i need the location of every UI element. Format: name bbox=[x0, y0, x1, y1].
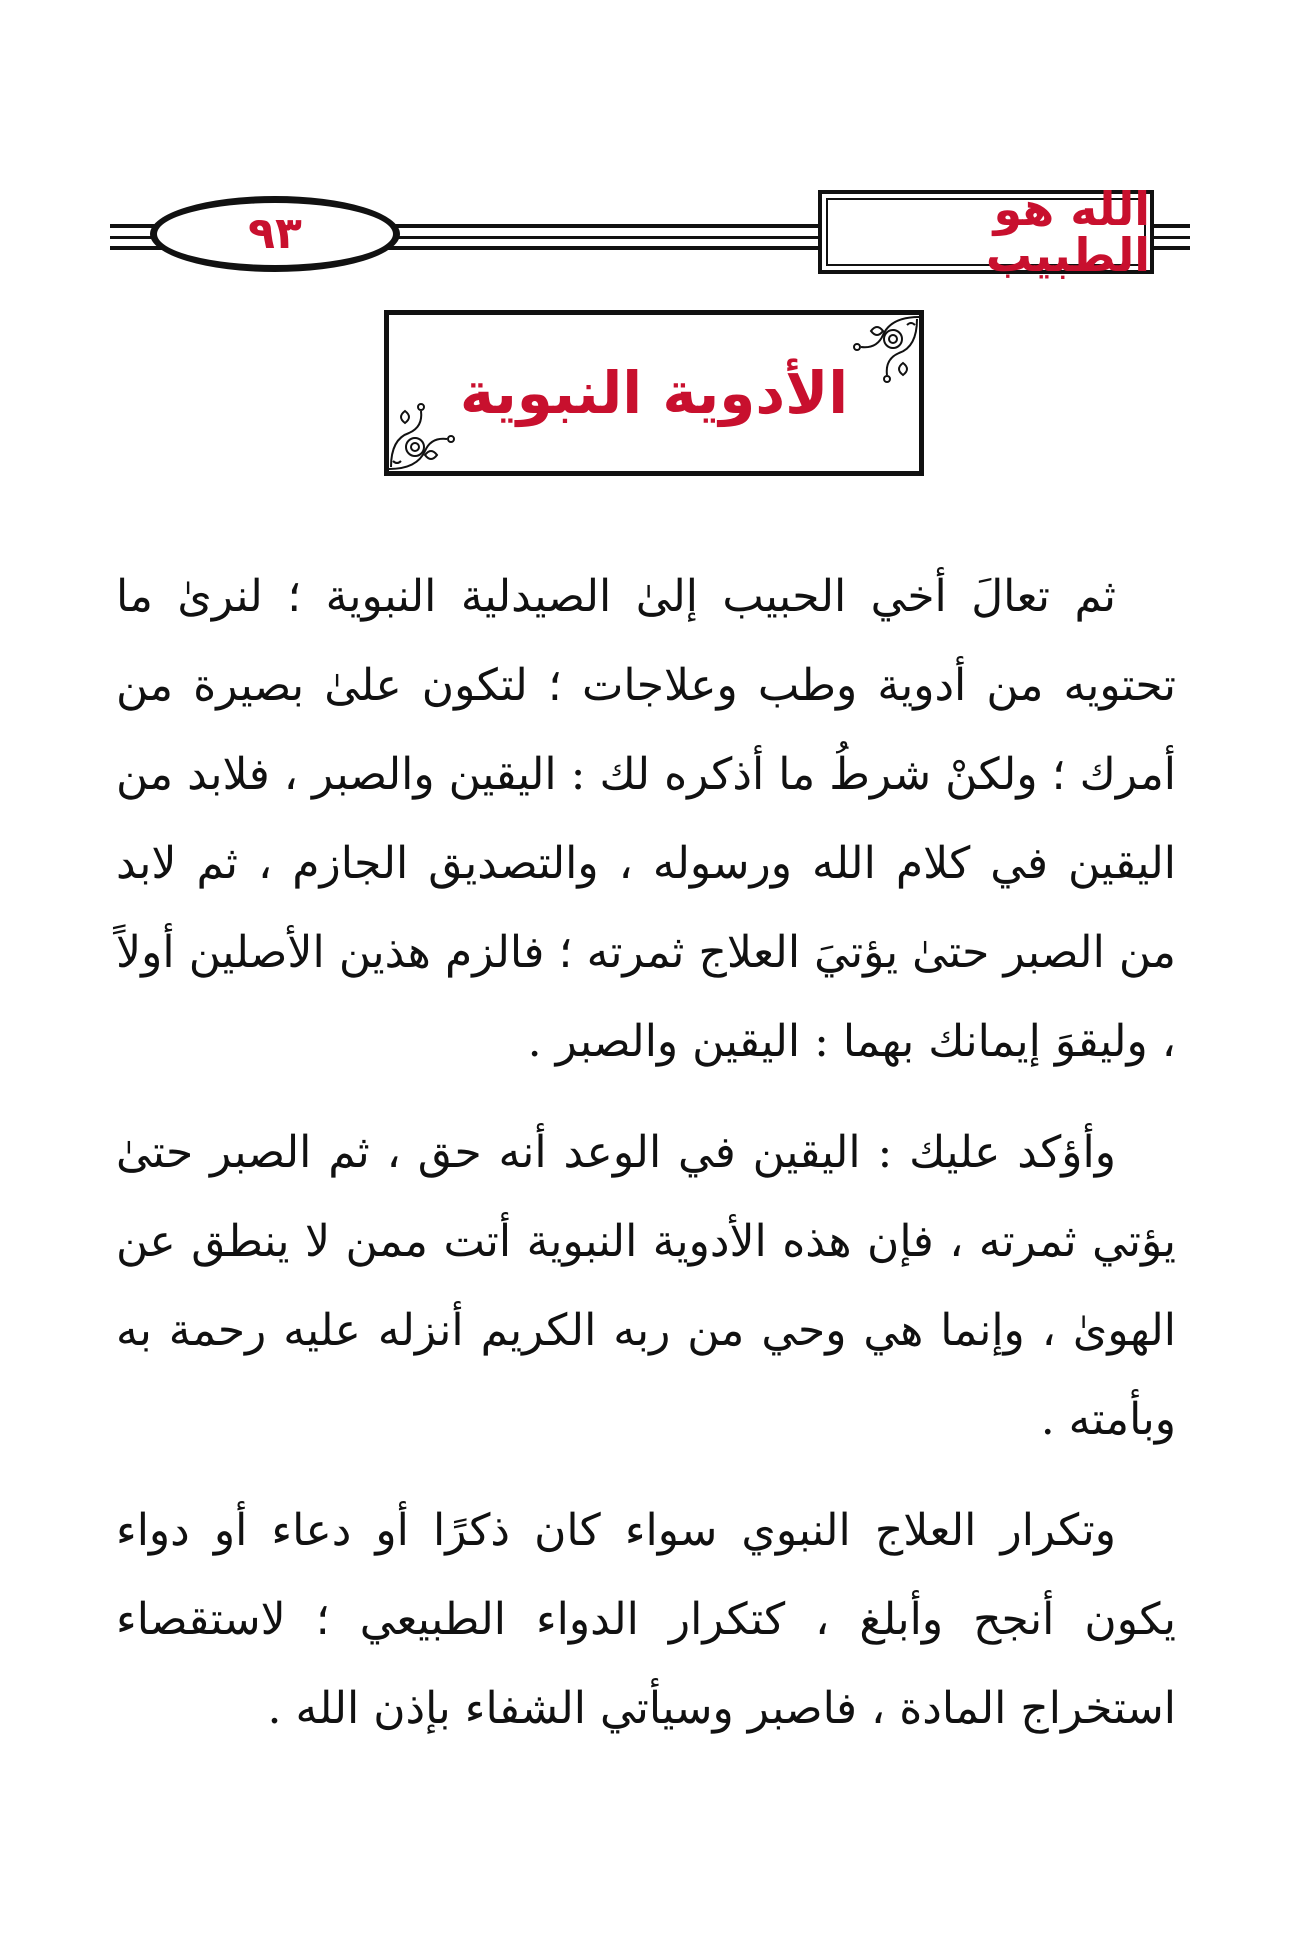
page-number-oval bbox=[150, 196, 400, 272]
floral-ornament-icon bbox=[831, 313, 921, 403]
page-number: ٩٣ bbox=[248, 208, 302, 259]
page-header bbox=[110, 182, 1190, 282]
section-title: الأدوية النبوية bbox=[459, 359, 849, 427]
paragraph: وتكرار العلاج النبوي سواء كان ذكرًا أو دعاء أو دواء يكون أنجح وأبلغ ، كتكرار الدواء الطبيعي ؛ لاستقصاء استخراج المادة ، فاصبر وسيأتي الشفاء بإذن الله . bbox=[116, 1505, 1176, 1734]
floral-ornament-icon bbox=[387, 383, 477, 473]
paragraph: وأؤكد عليك : اليقين في الوعد أنه حق ، ثم الصبر حتىٰ يؤتي ثمرته ، فإن هذه الأدوية النبوية أتت ممن لا ينطق عن الهوىٰ ، وإنما هي وحي من ربه الكريم أنزله عليه رحمة به وبأمته . bbox=[116, 1127, 1176, 1445]
section-title-box bbox=[384, 310, 924, 476]
body-text bbox=[116, 552, 1176, 1775]
running-title: الله هو الطبيب bbox=[985, 182, 1150, 282]
paragraph: ثم تعالَ أخي الحبيب إلىٰ الصيدلية النبوية ؛ لنرىٰ ما تحتويه من أدوية وطب وعلاجات ؛ لتكون علىٰ بصيرة من أمرك ؛ ولكنْ شرطُ ما أذكره لك : اليقين والصبر ، فلابد من اليقين في كلام الله ورسوله ، والتصديق الجازم ، ثم لابد من الصبر حتىٰ يؤتيَ العلاج ثمرته ؛ فالزم هذين الأصلين أولاً ، وليقوَ إيمانك بهما : اليقين والصبر . bbox=[116, 571, 1176, 1067]
running-title-box bbox=[818, 182, 1154, 282]
